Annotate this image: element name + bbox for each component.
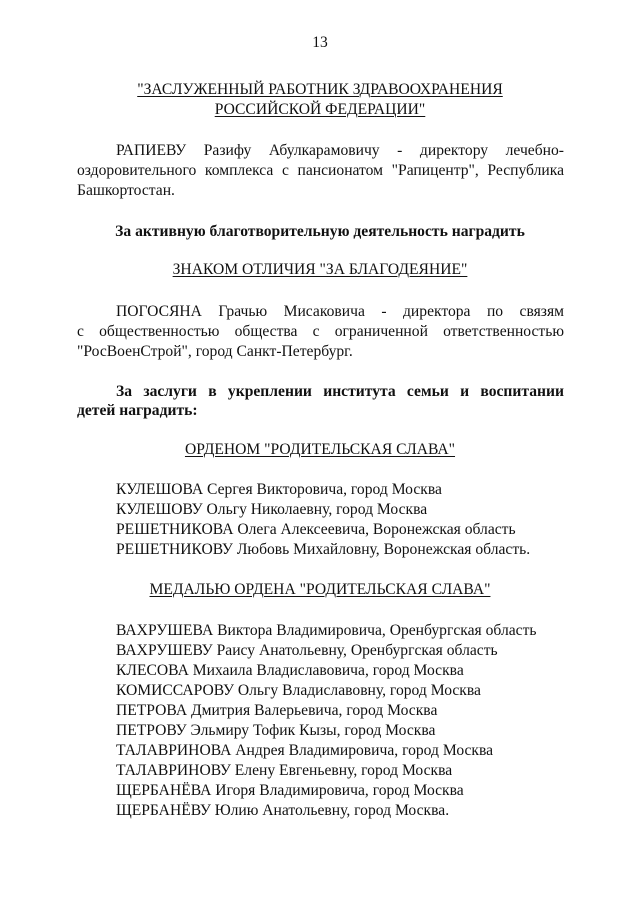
- recipient-paragraph-line-3: "РосВоенСтрой", город Санкт-Петербург.: [77, 343, 353, 360]
- recipient-line: ТАЛАВРИНОВУ Елену Евгеньевну, город Москва: [116, 762, 453, 779]
- award-title-line-2: РОССИЙСКОЙ ФЕДЕРАЦИИ": [214, 101, 426, 118]
- recipient-line: ПЕТРОВУ Эльмиру Тофик Кызы, город Москва: [116, 722, 436, 739]
- section-heading: За активную благотворительную деятельность наградить: [115, 223, 525, 240]
- recipient-line: ТАЛАВРИНОВА Андрея Владимировича, город Москва: [116, 742, 494, 759]
- recipient-line: КОМИССАРОВУ Ольгу Владиславовну, город Москва: [116, 682, 481, 699]
- section-heading-line-1: За заслуги в укреплении института семьи и воспитании: [116, 383, 564, 400]
- recipient-line: КУЛЕШОВА Сергея Викторовича, город Москва: [116, 481, 442, 498]
- award-title: ОРДЕНОМ "РОДИТЕЛЬСКАЯ СЛАВА": [184, 441, 456, 458]
- recipient-line: ЩЕРБАНЁВА Игоря Владимировича, город Москва: [116, 782, 464, 799]
- recipient-line: РЕШЕТНИКОВА Олега Алексеевича, Воронежская область: [116, 521, 516, 538]
- recipient-paragraph-line-2: оздоровительного комплекса с пансионатом "Рапицентр", Республика: [77, 162, 564, 179]
- recipient-paragraph-line-3: Башкортостан.: [77, 182, 175, 199]
- award-title: МЕДАЛЬЮ ОРДЕНА "РОДИТЕЛЬСКАЯ СЛАВА": [149, 581, 491, 598]
- recipient-paragraph-line-1: РАПИЕВУ Разифу Абулкарамовичу - директору лечебно-: [116, 142, 564, 159]
- recipient-line: ВАХРУШЕВА Виктора Владимировича, Оренбургская область: [116, 622, 537, 639]
- recipient-line: РЕШЕТНИКОВУ Любовь Михайловну, Воронежская область.: [116, 541, 531, 558]
- recipient-line: КУЛЕШОВУ Ольгу Николаевну, город Москва: [116, 501, 428, 518]
- award-title-line-1: "ЗАСЛУЖЕННЫЙ РАБОТНИК ЗДРАВООХРАНЕНИЯ: [137, 81, 503, 98]
- recipient-line: ЩЕРБАНЁВУ Юлию Анатольевну, город Москва.: [116, 802, 450, 819]
- recipient-paragraph-line-1: ПОГОСЯНА Грачью Мисаковича - директора по связям: [116, 303, 564, 320]
- recipient-line: ПЕТРОВА Дмитрия Валерьевича, город Москва: [116, 702, 438, 719]
- recipient-paragraph-line-2: с общественностью общества с ограниченной ответственностью: [77, 323, 564, 340]
- recipient-line: КЛЕСОВА Михаила Владиславовича, город Москва: [116, 662, 464, 679]
- award-title: ЗНАКОМ ОТЛИЧИЯ "ЗА БЛАГОДЕЯНИЕ": [172, 261, 468, 278]
- section-heading-line-2: детей наградить:: [77, 402, 198, 419]
- recipient-line: ВАХРУШЕВУ Раису Анатольевну, Оренбургская область: [116, 642, 498, 659]
- page-number: 13: [312, 34, 328, 51]
